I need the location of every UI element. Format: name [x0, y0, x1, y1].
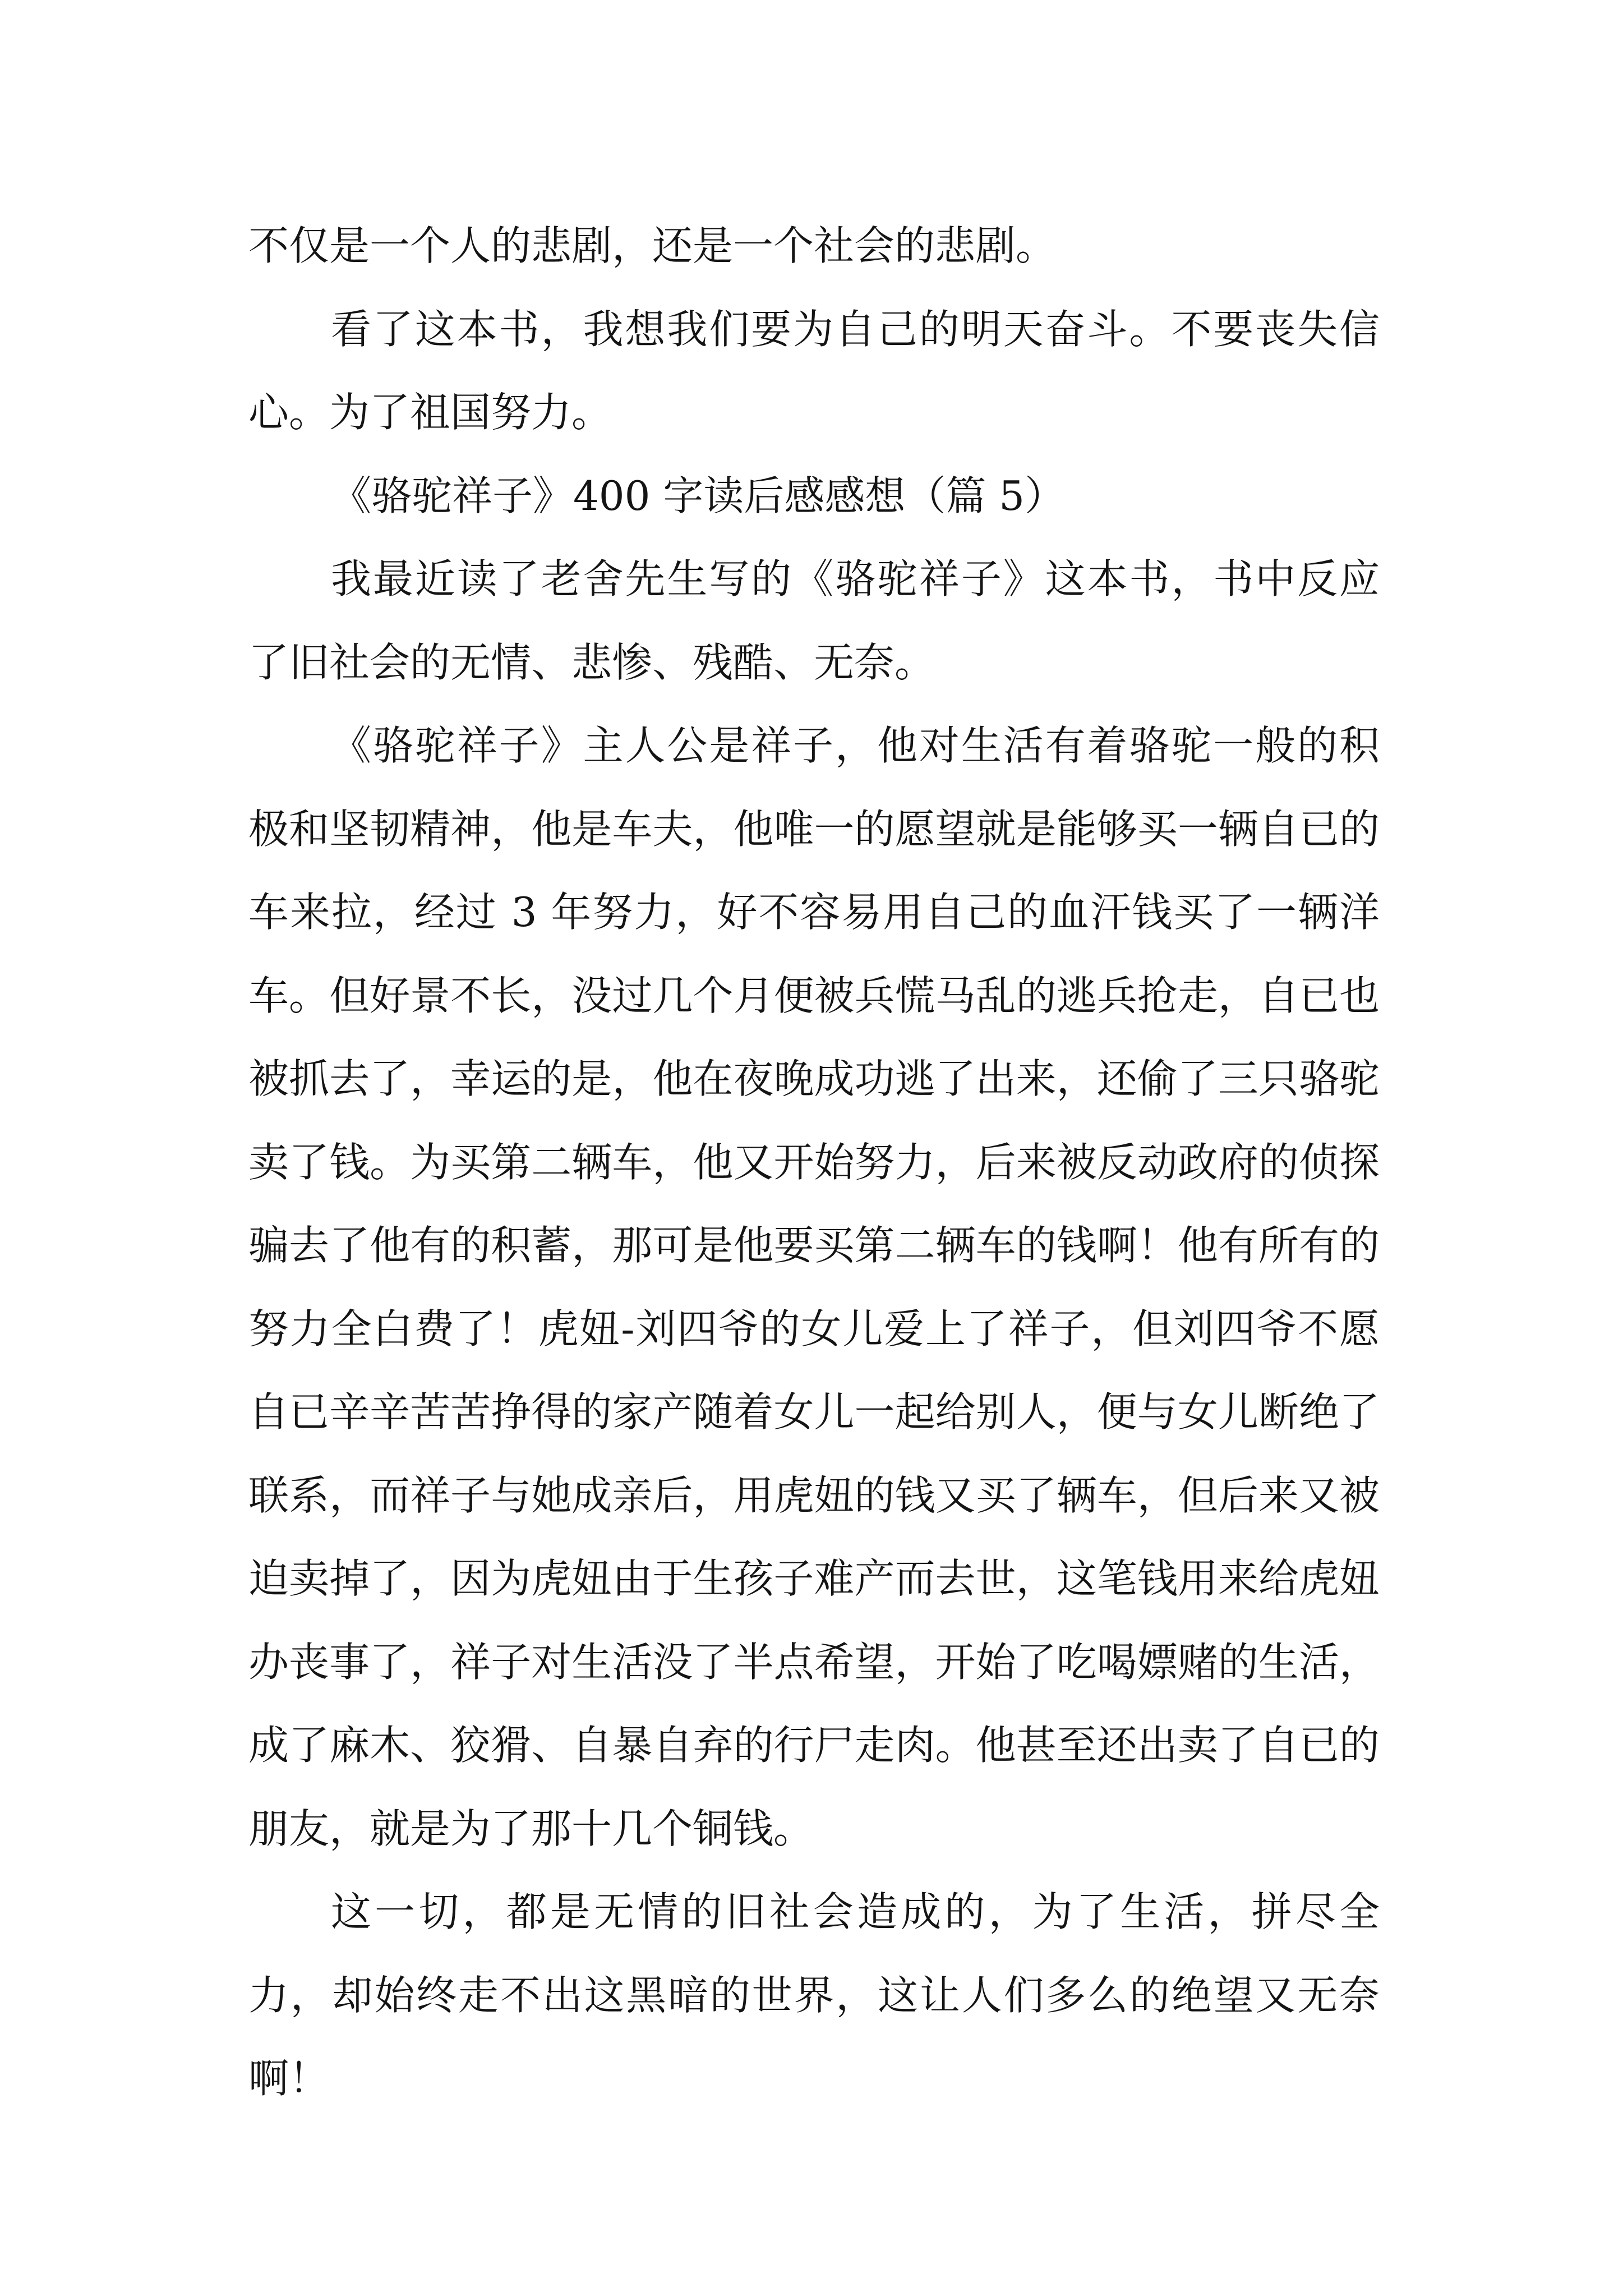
- paragraph-closing: 这一切，都是无情的旧社会造成的，为了生活，拼尽全力，却始终走不出这黑暗的世界，这让人们多么的绝望又无奈啊！: [248, 1888, 1380, 2102]
- paragraph-conclusion: 看了这本书，我想我们要为自己的明天奋斗。不要丧失信心。为了祖国努力。: [248, 305, 1380, 436]
- paragraph-continuation: 不仅是一个人的悲剧，还是一个社会的悲剧。: [248, 222, 1057, 269]
- paragraph-intro: 我最近读了老舍先生写的《骆驼祥子》这本书，书中反应了旧社会的无情、悲惨、残酷、无奈。: [248, 555, 1380, 686]
- document-body: [248, 204, 1380, 2120]
- essay-heading: 《骆驼祥子》400 字读后感感想（篇 5）: [331, 472, 1066, 519]
- paragraph-summary: 《骆驼祥子》主人公是祥子，他对生活有着骆驼一般的积极和坚韧精神，他是车夫，他唯一的愿望就是能够买一辆自已的车来拉，经过 3 年努力，好不容易用自己的血汗钱买了一辆洋车。但好景不长，没过几个月便被兵慌马乱的逃兵抢走，自已也被抓去了，幸运的是，他在夜晚成功逃了出来，还偷了三只骆驼卖了钱。为买第二辆车，他又开始努力，后来被反动政府的侦探骗去了他有的积蓄，那可是他要买第二辆车的钱啊！他有所有的努力全白费了！虎妞-刘四爷的女儿爱上了祥子，但刘四爷不愿自已辛辛苦苦挣得的家产随着女儿一起给别人，便与女儿断绝了联系，而祥子与她成亲后，用虎妞的钱又买了辆车，但后来又被迫卖掉了，因为虎妞由于生孩子难产而去世，这笔钱用来给虎妞办丧事了，祥子对生活没了半点希望，开始了吃喝嫖赌的生活，成了麻木、狡猾、自暴自弃的行尸走肉。他甚至还出卖了自已的朋友，就是为了那十几个铜钱。: [248, 722, 1380, 1852]
